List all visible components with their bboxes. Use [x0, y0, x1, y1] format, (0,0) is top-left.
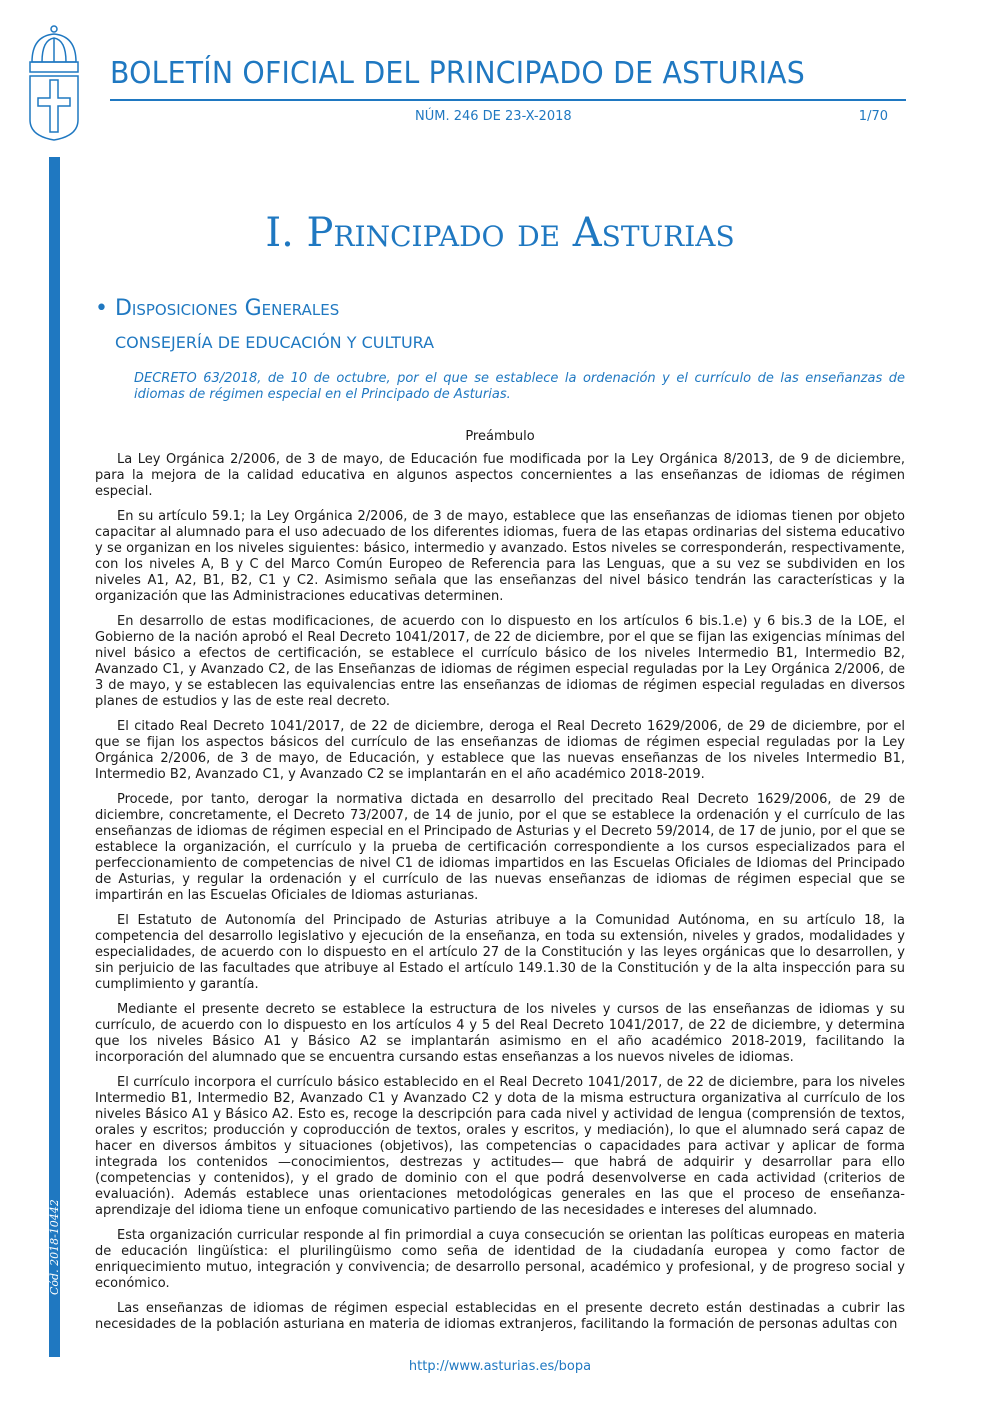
document-code: Cód. 2018-10442: [48, 1199, 61, 1295]
subsection-heading: • Disposiciones Generales: [95, 296, 340, 321]
footer-link[interactable]: http://www.asturias.es/bopa: [408, 1359, 592, 1374]
section-heading: I. Principado de Asturias: [265, 210, 735, 256]
bulletin-title: BOLETÍN OFICIAL DEL PRINCIPADO DE ASTURIAS: [110, 56, 805, 91]
issue-number: NÚM. 246 DE 23-X-2018: [415, 109, 572, 124]
paragraph: Esta organización curricular responde al fin primordial a cuya consecución se orientan las políticas europeas en materia de educación lingüística: el plurilingüismo como seña de identidad de la ciudadanía europea y como factor de enriquecimiento mutuo, integración y convivencia; de desarrollo personal, académico y profesional, y de progreso social y económico.: [95, 1228, 905, 1291]
decree-title: DECRETO 63/2018, de 10 de octubre, por el que se establece la ordenación y el currículo de las enseñanzas de idiomas de régimen especial en el Principado de Asturias.: [134, 371, 905, 402]
paragraph: El citado Real Decreto 1041/2017, de 22 de diciembre, deroga el Real Decreto 1629/2006, de 29 de diciembre, por el que se fijan los aspectos básicos del currículo de las enseñanzas de idiomas de régimen especial reguladas por la Ley Orgánica 2/2006, de 3 de mayo, de Educación, y establece que las nuevas enseñanzas de los niveles Intermedio B1, Intermedio B2, Avanzado C1, y Avanzado C2 se implantarán en el año académico 2018-2019.: [95, 719, 905, 782]
department-heading: CONSEJERÍA DE EDUCACIÓN Y CULTURA: [115, 333, 435, 352]
preamble-heading: Preámbulo: [465, 429, 535, 444]
paragraph: El currículo incorpora el currículo básico establecido en el Real Decreto 1041/2017, de 22 de diciembre, para los niveles Intermedio B1, Intermedio B2, Avanzado C1 y Avanzado C2 y dota de la misma estructura organizativa al currículo de los niveles Básico A1 y Básico A2. Esto es, recoge la descripción para cada nivel y actividad de lengua (comprensión de textos, orales y escritos; producción y coproducción de textos, orales y escritos, y mediación), lo que el alumnado será capaz de hacer en diversos ámbitos y situaciones (objetivos), las competencias o capacidades para activar y aplicar de forma integrada los contenidos —conocimientos, destrezas y actitudes— que habrá de adquirir y desarrollar para ello (competencias y contenidos), y el grado de dominio con el que podrá desenvolverse en cada actividad (criterios de evaluación). Además establece unas orientaciones metodológicas generales en las que el proceso de enseñanza-aprendizaje del idioma tiene un enfoque comunicativo partiendo de las necesidades e intereses del alumnado.: [95, 1075, 905, 1218]
page-number: 1/70: [858, 109, 888, 124]
paragraph: El Estatuto de Autonomía del Principado de Asturias atribuye a la Comunidad Autónoma, en su artículo 18, la competencia del desarrollo legislativo y ejecución de la enseñanza, en toda su extensión, niveles y grados, modalidades y especialidades, de acuerdo con lo dispuesto en el artículo 27 de la Constitución y las leyes orgánicas que lo desarrollen, y sin perjuicio de las facultades que atribuye al Estado el artículo 149.1.30 de la Constitución y de la alta inspección para su cumplimiento y garantía.: [95, 913, 905, 992]
paragraph: Procede, por tanto, derogar la normativa dictada en desarrollo del precitado Real Decreto 1629/2006, de 29 de diciembre, concretamente, el Decreto 73/2007, de 14 de junio, por el que se establece la ordenación y el currículo de las enseñanzas de idiomas de régimen especial en el Principado de Asturias y el Decreto 59/2014, de 17 de junio, por el que se establece la organización, el currículo y la prueba de certificación correspondiente a los cursos especializados para el perfeccionamiento de competencias de nivel C1 de idiomas impartidos en las Escuelas Oficiales de Idiomas del Principado de Asturias, y regular la ordenación y el currículo de las nuevas enseñanzas de idiomas de régimen especial que se impartirán en las Escuelas Oficiales de Idiomas asturianas.: [95, 792, 905, 903]
side-bar: [49, 157, 60, 1357]
paragraph: La Ley Orgánica 2/2006, de 3 de mayo, de Educación fue modificada por la Ley Orgánica 8/2013, de 9 de diciembre, para la mejora de la calidad educativa en algunos aspectos concernientes a las enseñanzas de idiomas de régimen especial.: [95, 452, 905, 499]
paragraph: En desarrollo de estas modificaciones, de acuerdo con lo dispuesto en los artículos 6 bis.1.e) y 6 bis.3 de la LOE, el Gobierno de la nación aprobó el Real Decreto 1041/2017, de 22 de diciembre, por el que se fijan las exigencias mínimas del nivel básico a efectos de certificación, se establece el currículo básico de los niveles Intermedio B1, Intermedio B2, Avanzado C1, y Avanzado C2, de las Enseñanzas de idiomas de régimen especial reguladas por la Ley Orgánica 2/2006, de 3 de mayo, y se establecen las equivalencias entre las enseñanzas de idiomas de régimen especial reguladas en diversos planes de estudios y las de este real decreto.: [95, 614, 905, 709]
paragraph: En su artículo 59.1; la Ley Orgánica 2/2006, de 3 de mayo, establece que las enseñanzas de idiomas tienen por objeto capacitar al alumnado para el uso adecuado de los diferentes idiomas, fuera de las etapas ordinarias del sistema educativo y se organizan en los niveles siguientes: básico, intermedio y avanzado. Estos niveles se corresponderán, respectivamente, con los niveles A, B y C del Marco Común Europeo de Referencia para las Lenguas, que a su vez se subdividen en los niveles A1, A2, B1, B2, C1 y C2. Asimismo señala que las enseñanzas del nivel básico tendrán las características y la organización que las Administraciones educativas determinen.: [95, 509, 905, 604]
coat-of-arms-logo: [22, 24, 86, 142]
document-body: [95, 452, 905, 1342]
paragraph: Mediante el presente decreto se establece la estructura de los niveles y cursos de las enseñanzas de idiomas y su currículo, de acuerdo con lo dispuesto en los artículos 4 y 5 del Real Decreto 1041/2017, de 22 de diciembre, y determina que los niveles Básico A1 y Básico A2 se implantarán asimismo en el año académico 2018-2019, facilitando la incorporación del alumnado que se encuentra cursando estas enseñanzas a los nuevos niveles de idiomas.: [95, 1002, 905, 1065]
paragraph: Las enseñanzas de idiomas de régimen especial establecidas en el presente decreto están destinadas a cubrir las necesidades de la población asturiana en materia de idiomas extranjeros, facilitando la formación de personas adultas con: [95, 1301, 905, 1332]
header-divider: [110, 99, 906, 101]
